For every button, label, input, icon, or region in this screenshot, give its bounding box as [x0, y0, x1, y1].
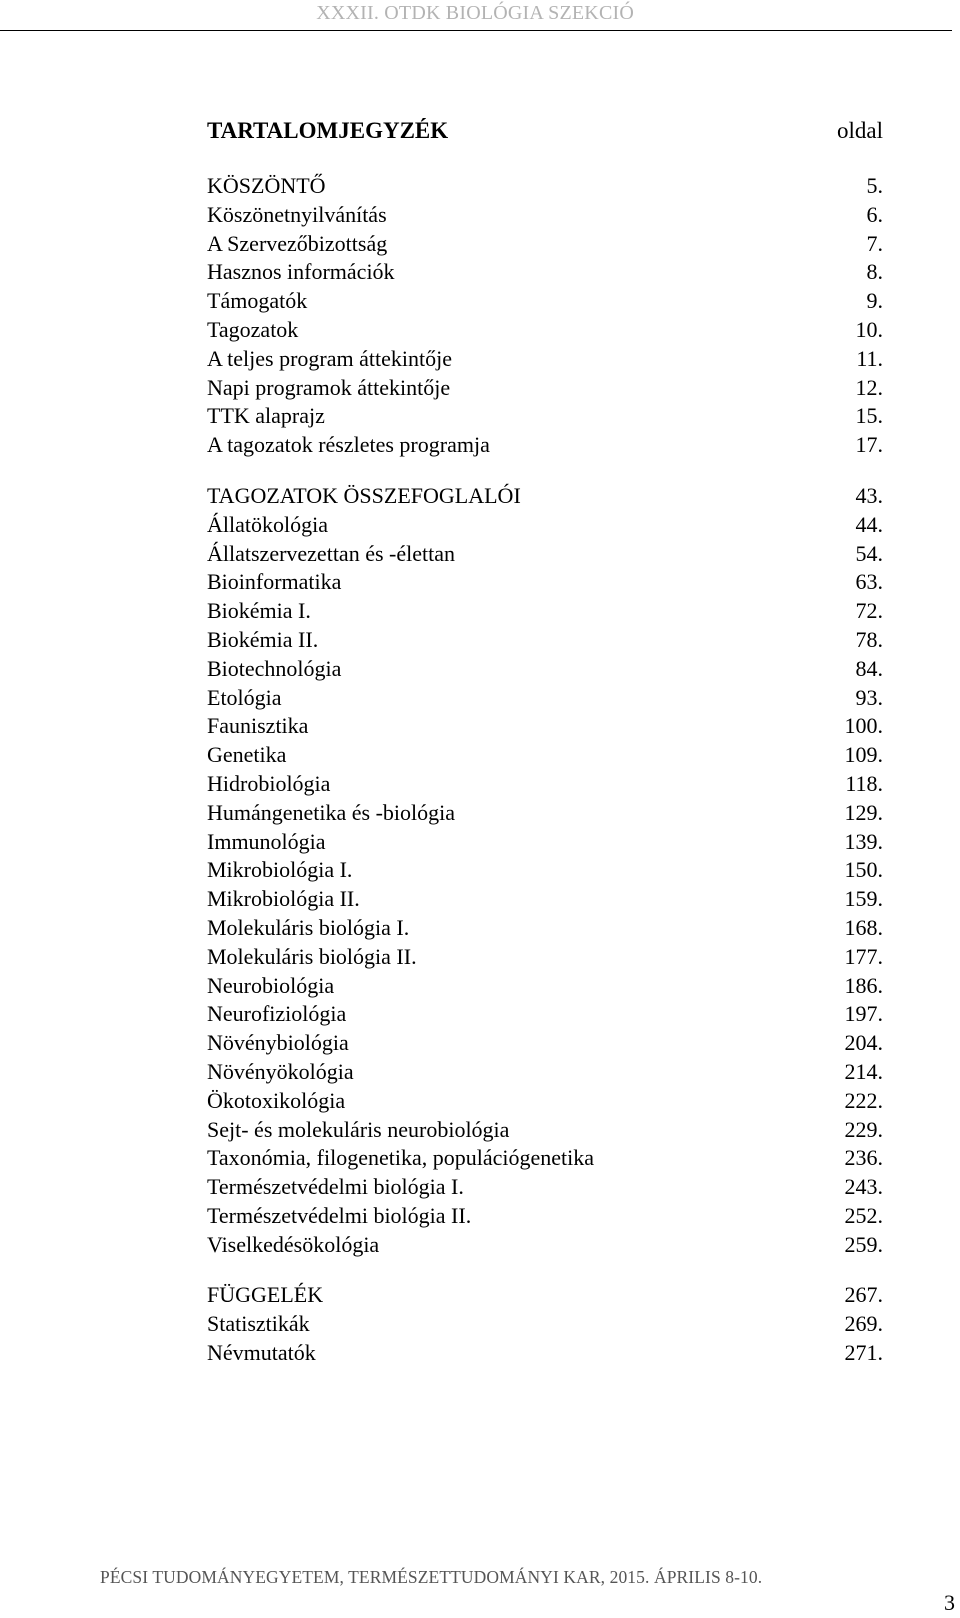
table-of-contents — [207, 118, 883, 1368]
toc-entry-page: 72. — [855, 598, 883, 624]
toc-entry-label: KÖSZÖNTŐ — [207, 173, 326, 198]
toc-entry-label: Statisztikák — [207, 1311, 310, 1337]
toc-entry — [207, 1144, 883, 1173]
toc-entry-label: Támogatók — [207, 288, 308, 314]
toc-entry-page: 54. — [855, 540, 883, 566]
toc-entry-label: Immunológia — [207, 828, 326, 854]
toc-entry — [207, 1231, 883, 1260]
toc-entry — [207, 1310, 883, 1339]
toc-entry — [207, 712, 883, 741]
toc-entry-label: Ökotoxikológia — [207, 1087, 346, 1113]
toc-entry-page: 78. — [855, 626, 883, 652]
toc-entry-label: Bioinformatika — [207, 569, 342, 595]
toc-entry — [207, 684, 883, 713]
toc-entry-page: 10. — [855, 316, 883, 342]
toc-entry — [207, 568, 883, 597]
toc-entry — [207, 258, 883, 287]
toc-entry-label: Biotechnológia — [207, 655, 342, 681]
toc-entry-label: Tagozatok — [207, 316, 299, 342]
toc-entry-page: 236. — [844, 1145, 883, 1171]
toc-entry-label: TAGOZATOK ÖSSZEFOGLALÓI — [207, 482, 521, 508]
header-title: XXXII. OTDK BIOLÓGIA SZEKCIÓ — [316, 2, 634, 24]
toc-entry-label: Genetika — [207, 742, 287, 768]
toc-section — [207, 172, 883, 460]
toc-entry-page: 17. — [855, 432, 883, 458]
toc-entry-label: Taxonómia, filogenetika, populációgenetika — [207, 1145, 594, 1171]
toc-entry-label: Növénybiológia — [207, 1030, 349, 1056]
toc-entry — [207, 914, 883, 943]
toc-entry-label: Hasznos információk — [207, 259, 395, 285]
toc-entry-label: Mikrobiológia I. — [207, 857, 353, 883]
toc-entry-page: 259. — [844, 1231, 883, 1257]
toc-entry — [207, 1173, 883, 1202]
toc-entry — [207, 741, 883, 770]
toc-entry-label: Névmutatók — [207, 1340, 316, 1366]
toc-entry-page: 159. — [844, 886, 883, 912]
toc-entry — [207, 230, 883, 259]
running-header — [0, 0, 952, 31]
toc-entry — [207, 655, 883, 684]
toc-entry-page: 129. — [844, 799, 883, 825]
toc-entry-label: Faunisztika — [207, 713, 309, 739]
toc-entry-label: Állatszervezettan és -élettan — [207, 540, 455, 566]
toc-entry-page: 204. — [844, 1030, 883, 1056]
toc-entry-label: Sejt- és molekuláris neurobiológia — [207, 1116, 510, 1142]
toc-entry — [207, 770, 883, 799]
toc-entry — [207, 201, 883, 230]
toc-entry-label: Neurofiziológia — [207, 1001, 347, 1027]
toc-entry-page: 6. — [866, 201, 883, 227]
toc-entry-page: 150. — [844, 857, 883, 883]
toc-entry-label: A tagozatok részletes programja — [207, 432, 490, 458]
toc-entry — [207, 597, 883, 626]
toc-entry-label: Köszönetnyilvánítás — [207, 201, 387, 227]
toc-entry-page: 109. — [844, 742, 883, 768]
toc-entry-label: TTK alaprajz — [207, 403, 325, 429]
toc-entry-page: 243. — [844, 1174, 883, 1200]
toc-entry-page: 197. — [844, 1001, 883, 1027]
toc-entry-page: 84. — [855, 655, 883, 681]
toc-entry-page: 5. — [866, 173, 883, 198]
toc-entry — [207, 374, 883, 403]
toc-entry-label: Hidrobiológia — [207, 770, 331, 796]
toc-entry — [207, 1116, 883, 1145]
toc-entry-page: 9. — [866, 288, 883, 314]
toc-entry-label: A teljes program áttekintője — [207, 345, 452, 371]
toc-entry-page: 63. — [855, 569, 883, 595]
toc-entry-page: 177. — [844, 943, 883, 969]
toc-entry — [207, 1029, 883, 1058]
toc-entry-page: 168. — [844, 914, 883, 940]
toc-entry-page: 11. — [856, 345, 883, 371]
toc-entry-label: Molekuláris biológia II. — [207, 943, 417, 969]
toc-entry-page: 15. — [855, 403, 883, 429]
toc-entry — [207, 316, 883, 345]
page-column-label: oldal — [837, 118, 883, 143]
toc-entry-label: Állatökológia — [207, 511, 328, 537]
toc-entry — [207, 885, 883, 914]
toc-section — [207, 482, 883, 1260]
toc-entry-page: 118. — [845, 770, 883, 796]
toc-entry-label: Biokémia I. — [207, 598, 311, 624]
toc-entry — [207, 431, 883, 460]
toc-section — [207, 1281, 883, 1367]
toc-entry-page: 139. — [844, 828, 883, 854]
toc-entry-page: 12. — [855, 374, 883, 400]
toc-entry-label: Biokémia II. — [207, 626, 319, 652]
toc-entry-page: 214. — [844, 1058, 883, 1084]
toc-entry — [207, 1087, 883, 1116]
toc-entry-label: Napi programok áttekintője — [207, 374, 451, 400]
toc-entry-page: 7. — [866, 230, 883, 256]
toc-entry-page: 43. — [855, 482, 883, 508]
toc-entry — [207, 482, 883, 511]
toc-entry — [207, 828, 883, 857]
running-footer: PÉCSI TUDOMÁNYEGYETEM, TERMÉSZETTUDOMÁNYI KAR, 2015. ÁPRILIS 8-10. — [100, 1567, 763, 1587]
toc-entry-page: 252. — [844, 1202, 883, 1228]
toc-entry-label: Etológia — [207, 684, 282, 710]
toc-entry-label: Viselkedésökológia — [207, 1231, 380, 1257]
toc-entry — [207, 402, 883, 431]
toc-entry-label: Mikrobiológia II. — [207, 886, 360, 912]
toc-entry — [207, 972, 883, 1001]
toc-entry — [207, 345, 883, 374]
toc-entry — [207, 172, 883, 201]
toc-heading-row — [207, 118, 883, 150]
toc-entry — [207, 1058, 883, 1087]
toc-entry-page: 186. — [844, 972, 883, 998]
toc-entry-page: 222. — [844, 1087, 883, 1113]
toc-entry — [207, 856, 883, 885]
toc-entry-label: Humángenetika és -biológia — [207, 799, 456, 825]
toc-entry-page: 100. — [844, 713, 883, 739]
toc-entry-page: 8. — [866, 259, 883, 285]
toc-entry-label: A Szervezőbizottság — [207, 230, 388, 256]
toc-entry — [207, 1000, 883, 1029]
toc-entry-label: Neurobiológia — [207, 972, 335, 998]
toc-entry-page: 267. — [844, 1282, 883, 1308]
toc-entry-label: Növényökológia — [207, 1058, 354, 1084]
toc-entry — [207, 540, 883, 569]
toc-entry-label: FÜGGELÉK — [207, 1282, 324, 1308]
toc-entry — [207, 1339, 883, 1368]
toc-entry-label: Természetvédelmi biológia II. — [207, 1202, 472, 1228]
page-number: 3 — [944, 1590, 955, 1615]
toc-entry-label: Természetvédelmi biológia I. — [207, 1174, 464, 1200]
toc-entry-page: 44. — [855, 511, 883, 537]
toc-entry — [207, 626, 883, 655]
toc-entry — [207, 287, 883, 316]
toc-entry — [207, 511, 883, 540]
toc-title: TARTALOMJEGYZÉK — [207, 118, 449, 143]
toc-entry-page: 271. — [844, 1340, 883, 1366]
toc-entry-page: 269. — [844, 1311, 883, 1337]
toc-entry-page: 229. — [844, 1116, 883, 1142]
toc-entry — [207, 1202, 883, 1231]
toc-entry — [207, 799, 883, 828]
toc-entry — [207, 943, 883, 972]
toc-entry — [207, 1281, 883, 1310]
toc-entry-page: 93. — [855, 684, 883, 710]
toc-entry-label: Molekuláris biológia I. — [207, 914, 410, 940]
toc-sections — [207, 172, 883, 1368]
